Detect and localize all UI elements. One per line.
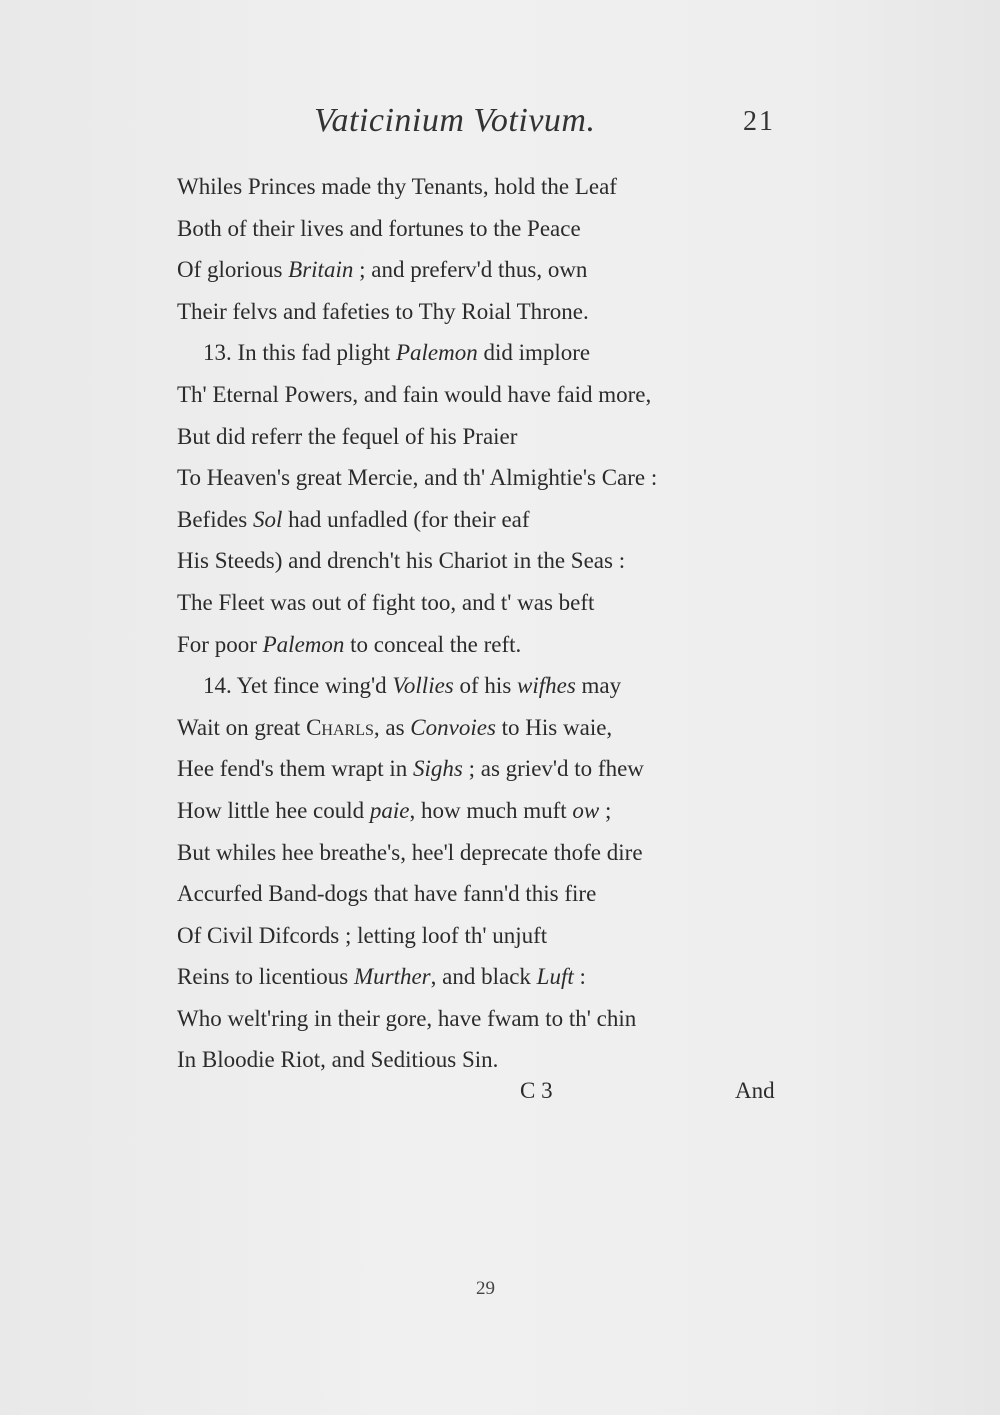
poem-line: In Bloodie Riot, and Seditious Sin.: [177, 1047, 499, 1073]
poem-line: But did referr the fequel of his Praier: [177, 423, 518, 449]
poem-line: Whiles Princes made thy Tenants, hold the Leaf: [177, 174, 617, 199]
page-number: 21: [743, 106, 775, 137]
poem-line: Both of their lives and fortunes to the Peace: [177, 215, 581, 241]
poem-text: [177, 166, 817, 1081]
poem-line: Reins to licentious Murther, and black Luft :: [177, 964, 586, 990]
signature-mark: C 3: [520, 1078, 553, 1103]
poem-line: To Heaven's great Mercie, and th' Almightie's Care :: [177, 465, 658, 491]
poem-line: Accurfed Band-dogs that have fann'd this fire: [177, 881, 597, 907]
poem-line: Of Civil Difcords ; letting loof th' unjuft: [177, 922, 548, 948]
poem-line: Th' Eternal Powers, and fain would have faid more,: [177, 381, 652, 407]
poem-line: Of glorious Britain ; and preferv'd thus, own: [177, 257, 588, 283]
stanza-start-line: 14. Yet fince wing'd Vollies of his wifhes may: [203, 673, 622, 699]
poem-line: Befides Sol had unfadled (for their eaf: [177, 506, 530, 532]
poem-line: Who welt'ring in their gore, have fwam to th' chin: [177, 1005, 637, 1031]
stanza-start-line: 13. In this fad plight Palemon did implore: [203, 340, 591, 366]
poem-line: The Fleet was out of fight too, and t' was beft: [177, 589, 595, 615]
folio-number: 29: [476, 1278, 495, 1299]
catchword: And: [735, 1078, 775, 1103]
poem-line: His Steeds) and drench't his Chariot in the Seas :: [177, 548, 626, 574]
poem-line: Wait on great Charls, as Convoies to His waie,: [177, 714, 613, 740]
poem-line: Their felvs and fafeties to Thy Roial Throne.: [177, 298, 589, 324]
poem-line: But whiles hee breathe's, hee'l deprecate thofe dire: [177, 839, 643, 865]
poem-line: Hee fend's them wrapt in Sighs ; as griev'd to fhew: [177, 756, 644, 782]
poem-line: For poor Palemon to conceal the reft.: [177, 631, 522, 657]
poem-line: How little hee could paie, how much muft ow ;: [177, 797, 612, 823]
running-title: Vaticinium Votivum.: [314, 102, 596, 139]
